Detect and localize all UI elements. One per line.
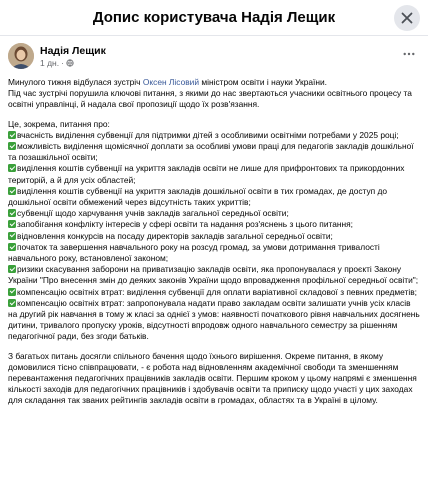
post-header: [8, 43, 420, 73]
list-item: компенсацію освітніх втрат: запропонувала надати право закладам освіти залишати учнів усіх класів на другий рік навчання в тому ж класі за однієї з умов: наявності початкового рівня навчальних досягнень дитини, тривалого пропуску уроків, відсутності впродовж одного навчального семестру за рішенням педагогічної ради, без згоди батьків.: [8, 297, 420, 342]
dialog-header: [0, 0, 428, 36]
more-horizontal-icon: [403, 52, 415, 56]
list-item: виділення коштів субвенції на укриття закладів дошкільної освіти в тих громадах, де доступ до дошкільної освіти обмежений через відсутність таких укриттів;: [8, 185, 388, 208]
post-time[interactable]: 1 дн.: [40, 58, 60, 68]
check-mark-icon: [8, 288, 16, 296]
dialog-title: Допис користувача Надія Лещик: [92, 9, 336, 26]
post-scroll-area[interactable]: [0, 37, 428, 488]
list-item: вчасність виділення субвенції для підтримки дітей з особливими освітніми потребами у 2025 році;: [8, 130, 422, 141]
globe-icon: [66, 59, 74, 67]
list-item: можливість виділення щомісячної доплати за особливі умови праці для педагогів закладів дошкільної та позашкільної освіти;: [8, 141, 414, 163]
check-mark-icon: [8, 299, 16, 307]
check-mark-icon: [8, 243, 16, 251]
list-item: компенсацію освітніх втрат: виділення субвенції для оплати варіативної складової з певних предметів;: [8, 287, 422, 298]
list-intro: Це, зокрема, питання про:: [8, 118, 110, 129]
close-icon: [401, 12, 413, 24]
check-mark-icon: [8, 164, 16, 172]
check-mark-icon: [8, 232, 16, 240]
check-mark-icon: [8, 265, 16, 273]
check-mark-icon: [8, 187, 16, 195]
check-mark-icon: [8, 131, 16, 139]
list-item: відновлення конкурсів на посаду директорів закладів загальної середньої освіти;: [8, 231, 422, 242]
intro-paragraph: Минулого тижня відбулася зустріч Оксен Лісовий міністром освіти і науки України. Під час зустрічі порушила ключові питання, з якими до нас звертаються учасники освітнього процесу та освітні управлінці, й надала свої пропозиції щодо їх розв'язання.: [8, 77, 412, 110]
post-body: [8, 77, 422, 407]
list-item: запобігання конфлікту інтересів у сфері освіти та надання роз'яснень з цього питання;: [8, 219, 422, 230]
mention-link[interactable]: Оксен Лісовий: [142, 77, 200, 87]
author-name[interactable]: Надія Лещик: [40, 45, 106, 57]
list-item: субвенції щодо харчування учнів закладів загальної середньої освіти;: [8, 208, 422, 219]
list-item: виділення коштів субвенції на укриття закладів освіти не лише для прифронтових та прикордонних територій, а й для усіх областей;: [8, 163, 405, 185]
check-mark-icon: [8, 142, 16, 150]
post-meta: 1 дн. ·: [40, 58, 74, 68]
closing-paragraph: З багатьох питань досягли спільного бачення щодо їхнього вирішення. Окреме питання, в якому домовилися тісно співпрацювати, - є робота над відновленням академічної свободи та зменшенням перевантаження педагогічних працівників закладів освіти. Першим кроком у цьому напрямі є зменшення кількості заходів для педагогічних працівників і здобувачів освіти та приписку щодо участі у цих заходах для складання так званих рейтингів закладів освіти в громадах, областях та в Україні в цілому.: [8, 350, 417, 406]
check-mark-icon: [8, 209, 16, 217]
issues-list: [8, 130, 422, 343]
list-item: ризики скасування заборони на приватизацію закладів освіти, яка пропонувалася у проєкті Закону України "Про внесення змін до деяких законів України щодо впровадження профільної середньої освіти";: [8, 264, 419, 286]
more-options-button[interactable]: [400, 45, 418, 63]
check-mark-icon: [8, 220, 16, 228]
close-button[interactable]: [394, 5, 420, 31]
list-item: початок та завершення навчального року на розсуд громад, за умови дотримання тривалості навчального року, встановленої законом;: [8, 241, 380, 264]
avatar[interactable]: [8, 43, 34, 69]
